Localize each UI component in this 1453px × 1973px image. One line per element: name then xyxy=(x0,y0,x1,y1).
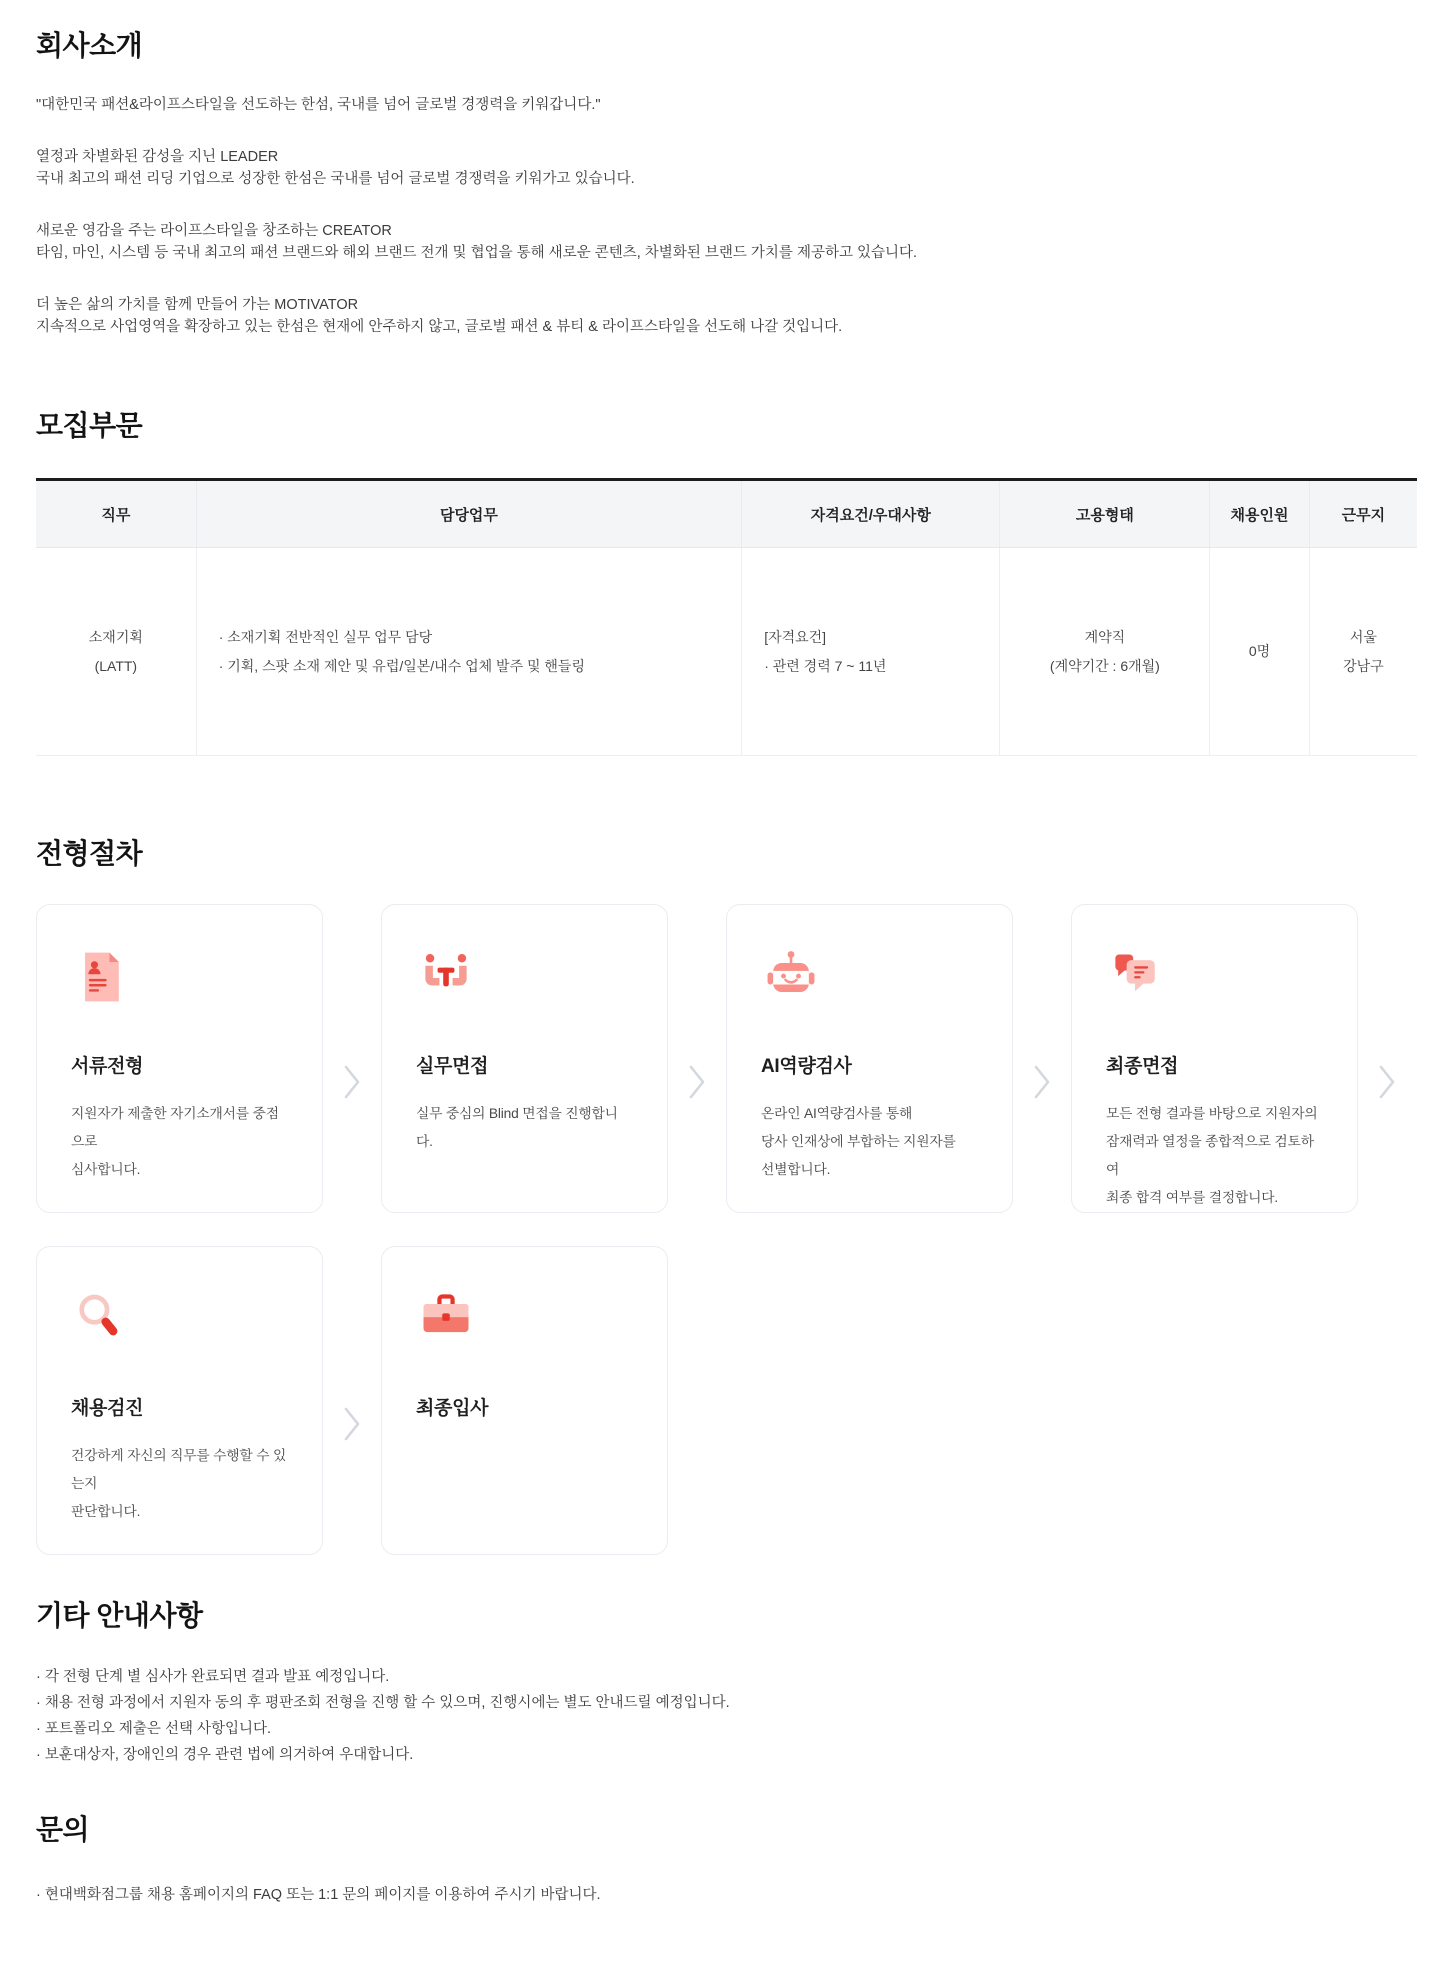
cell-duties: · 소재기획 전반적인 실무 업무 담당 · 기획, 스팟 소재 제안 및 유럽/일본/내수 업체 발주 및 핸들링 xyxy=(196,548,742,756)
step-title: 실무면접 xyxy=(416,1056,489,1077)
section-title-recruitment: 모집부문 xyxy=(36,410,143,441)
step-description: 건강하게 자신의 직무를 수행할 수 있는지 판단합니다. xyxy=(71,1448,287,1519)
company-paragraph-leader xyxy=(36,146,1417,190)
note-item: · 보훈대상자, 장애인의 경우 관련 법에 의거하여 우대합니다. xyxy=(36,1747,414,1763)
step-title: AI역량검사 xyxy=(761,1056,852,1077)
paragraph-body: 타임, 마인, 시스템 등 국내 최고의 패션 브랜드와 해외 브랜드 전개 및 협업을 통해 새로운 콘텐츠, 차별화된 브랜드 가치를 제공하고 있습니다. xyxy=(36,245,918,261)
note-item: · 채용 전형 과정에서 지원자 동의 후 평판조회 전형을 진행 할 수 있으며, 진행시에는 별도 안내드릴 예정입니다. xyxy=(36,1695,730,1711)
inquiry-item: · 현대백화점그룹 채용 홈페이지의 FAQ 또는 1:1 문의 페이지를 이용하여 주시기 바랍니다. xyxy=(36,1887,601,1903)
cell-employment-type: 계약직 (계약기간 : 6개월) xyxy=(1000,548,1210,756)
section-inquiry xyxy=(36,1810,1417,1908)
company-paragraph-motivator xyxy=(36,294,1417,338)
step-card-practical-interview xyxy=(381,904,668,1213)
col-header-duties: 담당업무 xyxy=(196,480,742,548)
step-card-ai-test xyxy=(726,904,1013,1213)
section-title-inquiry: 문의 xyxy=(36,1814,90,1845)
cell-requirements: [자격요건] · 관련 경력 7 ~ 11년 xyxy=(742,548,1000,756)
step-card-health-check xyxy=(36,1246,323,1555)
step-title: 채용검진 xyxy=(71,1398,144,1419)
section-title-other-notes: 기타 안내사항 xyxy=(36,1600,203,1631)
cell-headcount: 0명 xyxy=(1210,548,1309,756)
recruit-table-header-row xyxy=(36,480,1417,548)
robot-icon xyxy=(761,947,821,1007)
paragraph-headline: 열정과 차별화된 감성을 지닌 LEADER xyxy=(36,149,279,165)
company-quote: "대한민국 패션&라이프스타일을 선도하는 한섬, 국내를 넘어 글로벌 경쟁력을 키워갑니다." xyxy=(36,97,601,113)
chevron-right-icon xyxy=(343,1064,361,1105)
step-card-document-screening xyxy=(36,904,323,1213)
notes-list xyxy=(36,1664,1417,1768)
chevron-right-icon xyxy=(688,1064,706,1105)
paragraph-headline: 더 높은 삶의 가치를 함께 만들어 가는 MOTIVATOR xyxy=(36,297,359,313)
section-recruitment xyxy=(36,406,1417,756)
step-description: 지원자가 제출한 자기소개서를 중점으로 심사합니다. xyxy=(71,1106,279,1177)
process-steps-row-1 xyxy=(36,904,1417,1213)
briefcase-icon xyxy=(416,1289,476,1349)
note-item: · 각 전형 단계 별 심사가 완료되면 결과 발표 예정입니다. xyxy=(36,1669,390,1685)
chevron-right-icon xyxy=(1378,1064,1396,1105)
col-header-requirements: 자격요건/우대사항 xyxy=(742,480,1000,548)
paragraph-headline: 새로운 영감을 주는 라이프스타일을 창조하는 CREATOR xyxy=(36,223,392,239)
resume-icon xyxy=(71,947,131,1007)
chevron-right-icon xyxy=(343,1406,361,1447)
step-card-final-join xyxy=(381,1246,668,1555)
process-steps-row-2 xyxy=(36,1246,1417,1555)
job-posting-page xyxy=(36,0,1417,1968)
chat-bubbles-icon xyxy=(1106,947,1166,1007)
note-item: · 포트폴리오 제출은 선택 사항입니다. xyxy=(36,1721,272,1737)
col-header-job: 직무 xyxy=(36,480,196,548)
section-title-process: 전형절차 xyxy=(36,838,143,869)
paragraph-body: 국내 최고의 패션 리딩 기업으로 성장한 한섬은 국내를 넘어 글로벌 경쟁력을 키워가고 있습니다. xyxy=(36,171,635,187)
step-description: 온라인 AI역량검사를 통해 당사 인재상에 부합하는 지원자를 선별합니다. xyxy=(761,1106,956,1177)
chevron-right-icon xyxy=(1033,1064,1051,1105)
section-other-notes xyxy=(36,1596,1417,1768)
step-title: 최종입사 xyxy=(416,1398,489,1419)
magnifier-icon xyxy=(71,1289,131,1349)
cell-location: 서울 강남구 xyxy=(1309,548,1417,756)
recruit-table xyxy=(36,478,1417,756)
step-card-final-interview xyxy=(1071,904,1358,1213)
step-description: 실무 중심의 Blind 면접을 진행합니다. xyxy=(416,1106,618,1149)
col-header-employment-type: 고용형태 xyxy=(1000,480,1210,548)
cell-job: 소재기획 (LATT) xyxy=(36,548,196,756)
recruit-table-row xyxy=(36,548,1417,756)
step-description: 모든 전형 결과를 바탕으로 지원자의 잠재력과 열정을 종합적으로 검토하여 최종 합격 여부를 결정합니다. xyxy=(1106,1106,1318,1205)
step-title: 서류전형 xyxy=(71,1056,144,1077)
col-header-location: 근무지 xyxy=(1309,480,1417,548)
section-company-intro xyxy=(36,0,1417,338)
section-title-company-intro: 회사소개 xyxy=(36,30,143,61)
section-process xyxy=(36,834,1417,1555)
interview-icon xyxy=(416,947,476,1007)
company-paragraph-creator xyxy=(36,220,1417,264)
col-header-headcount: 채용인원 xyxy=(1210,480,1309,548)
inquiry-list xyxy=(36,1882,1417,1908)
step-title: 최종면접 xyxy=(1106,1056,1179,1077)
paragraph-body: 지속적으로 사업영역을 확장하고 있는 한섬은 현재에 안주하지 않고, 글로벌 패션 & 뷰티 & 라이프스타일을 선도해 나갈 것입니다. xyxy=(36,319,843,335)
